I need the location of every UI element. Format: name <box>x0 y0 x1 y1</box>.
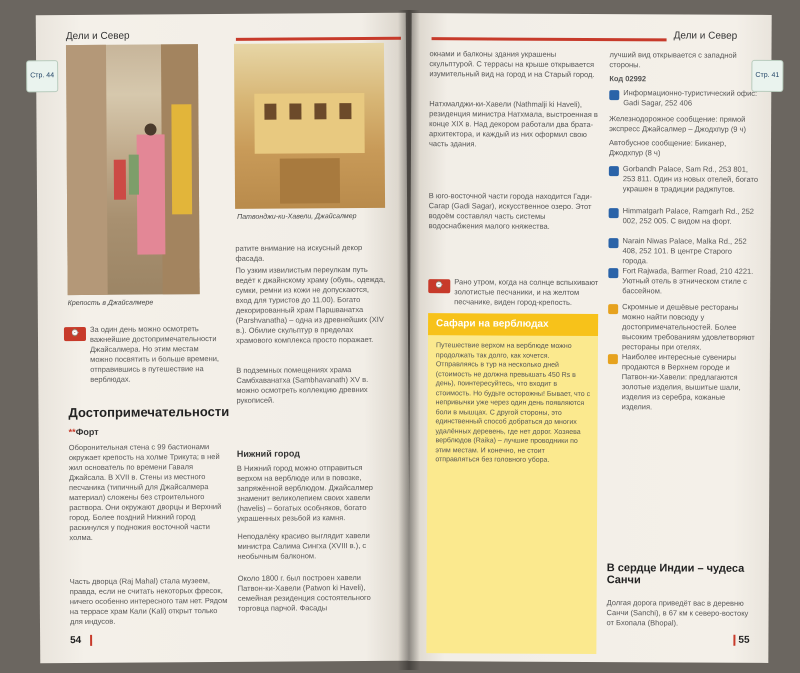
safari-box <box>426 313 598 654</box>
hotel-icon <box>608 238 618 248</box>
palace-text: Часть дворца (Raj Mahal) стала музеем, правда, если не считать некоторых фресок, ничего особенно интересного там нет. Рядом на террасе храм Кали (Kali) открыт только для индусов. <box>69 576 228 627</box>
area-code: Код 02992 <box>609 74 647 84</box>
souvenirs: Наиболее интересные сувениры продаются в Верхнем городе и Патвон-ки-Хавели: предлагаются золотые изделия, вышитые шали, изделия из серебра, кожаные изделия. <box>621 352 741 412</box>
safari-title: Сафари на верблюдах <box>428 313 598 336</box>
sanchi-text: Долгая дорога приведёт вас в деревню Санчи (Sanchi), в 67 км к северо-востоку от Бхопала (Bhopal). <box>606 598 749 628</box>
col1-text: окнами и балконы здания украшены скульптурой. С террасы на крыше открывается изумительный вид на город и на Старый город. <box>429 49 595 80</box>
subhead-fort-text: Форт <box>75 426 99 438</box>
col2-temples: По узким извилистым переулкам путь ведёт к джайнскому храму (обувь, одежда, сумки, ремни из кожи не допускаются, вход для туристов до 11.00). Богато декорированный храм Паршванатха (Parshvanatha) – одна из древнейших (XIV в.). Обилие скульптур в пределах храмового комплекса просто поражает. <box>235 264 386 345</box>
tab-label: Стр. <box>755 71 770 79</box>
tab-number: 44 <box>46 72 55 80</box>
clock-icon: ⌚ <box>428 279 450 293</box>
hotel3: Narain Niwas Palace, Malka Rd., 252 408, 252 101. В центре Старого города. <box>622 236 747 266</box>
running-head: Дели и Север <box>65 30 130 43</box>
subhead-fort <box>69 427 99 437</box>
photo-haveli <box>234 43 385 209</box>
photo-fort-street <box>66 44 200 295</box>
right-page <box>408 13 780 663</box>
header-rule <box>236 37 401 41</box>
bus-text: Автобусное сообщение: Биканер, Джодхпур (8 ч) <box>608 138 727 158</box>
hotel1: Gorbandh Palace, Sam Rd., 253 801, 253 811. Один из новых отелей, богато украшен в традиции раджпутов. <box>622 164 759 194</box>
photo-street-illustration <box>66 44 200 295</box>
book-gutter <box>398 10 420 670</box>
lower-text2: Неподалёку красиво выглядит хавели министра Салима Сингха (XVIII в.), с необычным балконом. <box>237 530 370 561</box>
nathmal-text: Натхмалджи-ки-Хавели (Nathmalji ki Haveli), резиденция министра Натхмала, выстроенная в конце XIX в. Над декором работали два брата-архитектора, и каждый из них оформил свою часть здания. <box>428 99 598 149</box>
left-page <box>30 13 411 664</box>
restaurants: Скромные и дешёвые рестораны можно найти повсюду у достопримечательностей. Более высоким требованиям удовлетворяют рестораны при отелях. <box>621 302 755 352</box>
info-icon <box>609 90 619 100</box>
caption-haveli: Патвонджи-ки-Хавели, Джайсалмер <box>237 213 357 221</box>
page-number-bar <box>733 635 735 646</box>
caption-fort: Крепость в Джайсалмере <box>67 299 154 308</box>
fort-text: Оборонительная стена с 99 бастионами окружает крепость на холме Трикута; в ней жил основатель по времени Гаваля Джайсала. В XVII в. Стены из местного песчаника (типичный для Джайсалмера материал) сложены без строительного раствора. Они окружают дворцы и Верхний город. Более поздний Нижний город раскинулся у подножия восточной части холма. <box>68 442 222 543</box>
info-office: Информационно-туристический офис: Gadi Sagar, 252 406 <box>623 88 758 108</box>
restaurant-icon <box>608 304 618 314</box>
tab-number: 41 <box>771 71 780 79</box>
page-number: 55 <box>738 634 750 646</box>
section-title: Достопримечательности <box>68 403 230 421</box>
hotel4: Fort Rajwada, Barmer Road, 210 4221. Уютный отель в этническом стиле с бассейном. <box>622 266 754 296</box>
section-title: В сердце Индии – чудеса Санчи <box>606 562 745 587</box>
col3-intro: лучший вид открывается с западной стороны. <box>609 50 737 70</box>
rail-text: Железнодорожное сообщение: прямой экспресс Джайсалмер – Джодхпур (9 ч) <box>609 114 747 134</box>
shopping-icon <box>608 354 618 364</box>
page-number: 54 <box>70 634 82 647</box>
tab-label: Стр. <box>30 72 45 80</box>
lower-text3: Около 1800 г. был построен хавели Патвон-ки-Хавели (Patwon ki Haveli), семейная резиденция состоятельного торговца парчой. Фасады <box>237 573 371 613</box>
intro-text: За один день можно осмотреть важнейшие достопримечательности Джайсалмера. Но этим местам можно посвятить и больше времени, отправившись в путешествие на верблюдах. <box>89 324 220 384</box>
col2-library: В подземных помещениях храма Самбхаванатха (Sambhavanath) XV в. можно осмотреть коллекцию древних рукописей. <box>236 365 369 405</box>
lower-text: В Нижний город можно отправиться верхом на верблюде или в повозке, запряжённой верблюдом. Джайсалмер знаменит великолепием своих хавели (havelis) – богатых особняков, богато украшенных резьбой из камня. <box>236 463 373 523</box>
subhead-lower-town: Нижний город <box>236 448 300 459</box>
hotel-icon <box>609 166 619 176</box>
col2-text: ратите внимание на искусный декор фасада. <box>235 243 363 263</box>
lake-text: В юго-восточной части города находится Гади-Сагар (Gadi Sagar), искусственное озеро. Этот водоём составлял часть системы водоснабжения малого княжества. <box>428 191 593 231</box>
hotel-icon <box>609 208 619 218</box>
header-rule <box>432 37 667 41</box>
page-tab <box>26 60 58 92</box>
page-number-bar <box>90 635 92 646</box>
safari-text: Путешествие верхом на верблюде можно продолжать так долго, как хочется. Отправляясь в тур на несколько дней (стоимость не должна превышать 450 Rs в день), поинтересуйтесь, что входит в стоимость. Но будьте осторожны! Бывает, что с непривычки уже через один день появляются боли в мышцах. С другой стороны, это единственный способ добраться до многих удалённых деревень, где нет дорог. Хозяева верблюдов (Raika) – лучшие проводники по этим местам. И конечно, не стоит отправляться без головного убора. <box>435 342 591 464</box>
clock-icon: ⌚ <box>64 327 86 341</box>
photo-haveli-illustration <box>234 43 385 209</box>
star-icon: ** <box>68 427 76 438</box>
evening-text: Рано утром, когда на солнце вспыхивают золотистые песчаники, и на желтом песчанике, виден город-крепость. <box>454 277 599 307</box>
hotel2: Himmatgarh Palace, Ramgarh Rd., 252 002, 252 005. С видом на форт. <box>622 206 755 226</box>
hotel-icon <box>608 268 618 278</box>
running-head: Дели и Север <box>673 30 738 42</box>
